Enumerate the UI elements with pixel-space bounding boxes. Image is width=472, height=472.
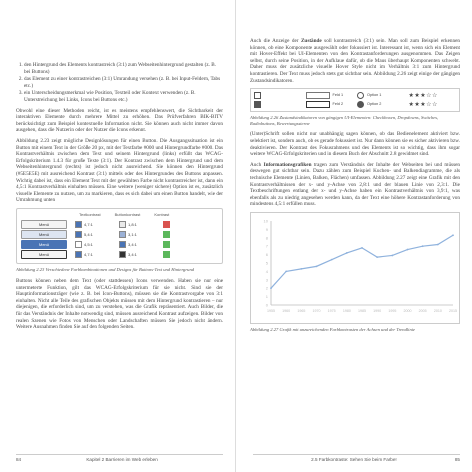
ratio-cell (75, 251, 111, 258)
menu-button-sample: Menü (21, 240, 67, 249)
list-item: 1. den Hintergrund des Elements kontrastreich (3:1) zum Webseitenhintergrund gestalten (z. B. bei Buttons) (24, 62, 223, 75)
ratio-cell (75, 241, 111, 248)
trend-line (271, 235, 453, 288)
right-page (237, 0, 472, 472)
pass-indicator (163, 251, 170, 258)
ratio-value: 3,4:1 (128, 241, 137, 247)
data-point (300, 268, 302, 270)
bold-term: Zustände (300, 38, 322, 44)
x-tick-label: 2000 (403, 308, 412, 313)
header-contrast: Kontrast (154, 211, 170, 217)
numbered-list (16, 62, 223, 104)
header-button-contrast: Buttonkontrast (114, 211, 141, 217)
figure-row (21, 250, 218, 259)
y-tick-label: 1 (265, 293, 268, 299)
y-tick-label: 5 (265, 260, 268, 266)
fail-indicator (163, 221, 170, 228)
data-point (452, 234, 454, 236)
color-swatch (75, 231, 82, 238)
status-cell (163, 221, 199, 228)
x-tick-label: 1975 (327, 308, 336, 313)
color-swatch (75, 241, 82, 248)
figure-header (79, 212, 218, 219)
figure-row (21, 220, 218, 229)
y-tick-label: 0 (265, 302, 268, 308)
figure-caption: Abbildung 2.27 Grafik mit unzureichenden Farbkontrasten der Achsen und der Trendlinie (250, 327, 416, 333)
data-point (285, 270, 287, 272)
color-swatch (75, 221, 82, 228)
dropdown-field (306, 92, 330, 99)
data-point (361, 247, 363, 249)
paragraph: Buttons können neben dem Text (oder stattdessen) Icons verwenden. Haben sie nur eine untermeterte Funktion, gilt das WCAG-Erfolgskriterium für sie nicht. Sind sie der Hauptinformationsträger (wie z. B. bei Icon-Buttons), müssen sie die Kontrastvorgabe von 3:1 einhalten. Nicht alle Teile des grafischen Objekts müssen mit dem Hintergrund kontrastieren – nur diejenigen, die erforderlich sind, um zu verstehen, was die Grafik repräsentiert. Auch Bilder, die für das Verständnis der Inhalte notwendig sind, müssen ausreichend Kontrast aufzeigen. Bilder von realen Szenen wie Fotos von Menschen oder Landschaften müssen Sie jedoch nicht ändern. Weitere Ausnahmen finden Sie auf den folgenden Seiten. (16, 278, 223, 331)
radio-label: Option 1 (367, 93, 382, 98)
header-text-contrast: Textkontrast (79, 211, 101, 217)
ratio-cell (119, 231, 155, 238)
x-tick-label: 1965 (297, 308, 306, 313)
ratio-value: 3,4:1 (128, 251, 137, 257)
line-chart-figure (250, 212, 460, 325)
x-tick-label: 1970 (312, 308, 321, 313)
radio-icon (357, 92, 364, 99)
color-swatch (119, 251, 126, 258)
menu-button-sample: Menü (21, 220, 67, 229)
color-swatch (75, 251, 82, 258)
left-footer (16, 454, 223, 462)
color-swatch (119, 231, 126, 238)
paragraph: Auch die Anzeige der Zustände soll kontrastreich (3:1) sein. Man soll zum Beispiel erkennen können, ob eine Komponente ausgewählt oder fokussiert ist. Interessant ist, wenn sich ein Element mit Hover-Effekt bei UI-Elementen von den Kontrastanforderungen ausgenommen. Das Zeigen selbst, durch seine Position, in der Aufklaue dafür, ob die Maus überhaupt Komponenten schwebt. Daher muss der zusätzliche visuelle Hover Style nicht im Verhältnis 3:1 zum Hintergrund kontrastieren. Der Text muss jedoch stets gut sichtbar sein. Abbildung 2.26 zeigt einige der gängigen Zustandsindikatoren. (250, 38, 460, 84)
y-tick-label: 6 (265, 251, 268, 257)
data-point (376, 256, 378, 258)
data-point (346, 252, 348, 254)
status-cell (163, 241, 199, 248)
paragraph: Obwohl eine dieser Methoden reicht, ist es meistens empfehlenswert, die Sichtbarkeit der interaktiven Elemente durch mehrere Mittel zu erhöhen. Das Prüfverfahren BIK-BITV berücksichtigt zum Beispiel kontextuelle Information nicht. Sie können auch nicht immer davon ausgehen, dass die Nutzerin oder der Nutzer die Icons erkennt. (16, 107, 223, 134)
y-tick-label: 8 (265, 235, 268, 241)
status-cell (163, 231, 199, 238)
ratio-value: 3,1:1 (128, 231, 137, 237)
y-tick-label: 4 (265, 268, 268, 274)
menu-button-sample: Menü (21, 250, 67, 259)
state-indicators-figure (250, 88, 460, 112)
list-item: 2. das Element zu einer kontrastreichen (3:1) Umrandung versehen (z. B. bei Input-Feldern, Tabs etc.) (24, 76, 223, 89)
list-item: 3. ein Unterscheidungsmerkmal wie Position, Textteil oder Kontext verwenden (z. B. Unterstreichung bei Links, Icons bei Buttons etc.) (24, 90, 223, 103)
figure-caption: Abbildung 2.26 Zustandsindikatoren von gängigen UI-Elementen: Checkboxen, Dropdowns, Switches, Radiobuttons, Bewertungssterne (250, 115, 439, 126)
data-point (270, 287, 272, 289)
stars-column (409, 92, 457, 108)
x-tick-label: 1985 (358, 308, 366, 313)
ratio-value: 4,5:1 (84, 241, 93, 247)
ratio-value: 4,7:1 (84, 251, 93, 257)
x-tick-label: 1960 (282, 308, 291, 313)
figure-row (21, 230, 218, 239)
line-chart (253, 215, 459, 319)
y-tick-label: 7 (265, 243, 268, 249)
color-swatch (119, 221, 126, 228)
page-number: 84 (16, 457, 22, 462)
data-point (407, 249, 409, 251)
data-point (437, 243, 439, 245)
figure-row (21, 240, 218, 249)
checkbox-icon (254, 92, 261, 99)
x-tick-label: 1955 (267, 308, 275, 313)
chapter-title: Kapitel 2 Barrieren im Web erleben (86, 457, 158, 462)
x-tick-label: 2005 (418, 308, 427, 313)
data-point (331, 259, 333, 261)
right-footer (253, 454, 460, 462)
checkbox-checked-icon (254, 101, 261, 108)
dropdown-column (306, 92, 354, 108)
ratio-value: 4,7:1 (84, 221, 93, 227)
dropdown-field-focused (306, 101, 330, 108)
pass-indicator (163, 241, 170, 248)
y-tick-label: 9 (265, 226, 268, 232)
ratio-value: 1,8:1 (128, 221, 137, 227)
ratio-cell (75, 231, 111, 238)
bold-term: Informationsgrafiken (263, 161, 312, 168)
ratio-cell (75, 221, 111, 228)
radio-label: Option 2 (367, 102, 382, 107)
x-tick-label: 2010 (433, 308, 442, 313)
ratio-cell (119, 251, 155, 258)
paragraph: Auch Informationsgrafiken tragen zum Verständnis der Inhalte der Webseiten bei und müssen deswegen gut sichtbar sein. Dazu zählen zum Beispiel Kuchen- und Balkendiagramme, die als technische Elemente (Linien, Balken, Flächen) umfassen. Abbildung 2.27 zeigt eine Grafik mit den Kontrastverhältnissen der x- und y-Achse von 2,8:1 und der blauen Linie von 2,3:1. Die Textbeschriftungen entlang der x- und y-Achse haben ein Kontrastverhältnis von 3,9:1, was ebenfalls als zu niedrig angesehen werden kann, da der Text eine höhere Kontrastanforderung von mindestens 4,5:1 erfüllen muss. (250, 161, 460, 208)
paragraph: Abbildung 2.23 zeigt mögliche Designlösungen für einen Button. Die Ausgangssituation ist ein Button mit einem Text in der Größe 20 px, mit der Textfarbe #000 und Hintergrundfarbe #000. Das Kontrastverhältnis zwischen dem Text und seinem Hintergrund (links) erfüllt das WCAG-Erfolgskriterium 1.4.3 für große Texte (3:1). Der Kontrast zwischen dem Hintergrund und dem Webseitenhintergrund (rechts) ist jedoch nicht ausreichend. Sie können den Hintergrund (#5E5E5E) mit ausreichend Kontrast (3:1) mittels oder des Hintergrundes des Buttons anpassen. Wichtig dabei ist, dass ein Element Text mit der gewählten Farbe nicht kontrastreicher ist, dann ein 4,5:1 Kontrastverhältnis einhalten müssen. Eine weitere (weniger sichere) Option ist es, zusätzlich visuelle Elemente zu nutzen, um zu markieren, dass es sich dabei um einen Button handelt, wie der Umrahmung unten (16, 137, 223, 204)
pass-indicator (163, 231, 170, 238)
right-content (250, 38, 460, 338)
y-tick-label: 3 (265, 277, 268, 283)
x-tick-label: 2015 (449, 308, 457, 313)
x-tick-label: 1990 (373, 308, 382, 313)
x-tick-label: 1980 (342, 308, 351, 313)
x-tick-label: 1995 (388, 308, 397, 313)
field-label: Feld 2 (332, 102, 344, 107)
data-point (422, 245, 424, 247)
menu-button-sample: Menü (21, 230, 67, 239)
rating-stars: ★★★☆☆ (408, 101, 438, 108)
paragraph: (Unter)Schrift sollen nicht nur unabhängig sagen können, ob das Bedienelement aktiviert bzw. selektiert ist, sondern auch, ob es gerade fokussiert ist. Nur dann können sie es sicher aktivieren bzw. deaktivieren. Der Kontrast des Fokusrahmens und des Elements ist so wichtig, dass ihm sogar weitere WCAG-Erfolgskriterien und in diesem Buch der Abschnitt 2.8 gewidmet sind. (250, 131, 460, 158)
left-content (16, 62, 223, 335)
checkbox-column (254, 92, 302, 108)
section-title: 2.5 Farbkontraste: Sehen Sie beim Farbe! (311, 457, 397, 462)
ratio-value: 5,4:1 (84, 231, 93, 237)
field-label: Feld 1 (332, 93, 344, 98)
data-point (391, 254, 393, 256)
y-tick-label: 2 (265, 285, 268, 291)
rating-stars: ★★★☆☆ (408, 92, 438, 99)
ratio-cell (119, 221, 155, 228)
color-swatch (119, 241, 126, 248)
figure-caption: Abbildung 2.23 Verschiedene Farbkombinationen und Designs für Buttons-Text und Hintergrund (16, 267, 195, 273)
y-tick-label: 10 (263, 218, 268, 224)
page-number: 85 (454, 457, 460, 462)
radio-selected-icon (357, 101, 364, 108)
radio-column (357, 92, 405, 108)
status-cell (163, 251, 199, 258)
ratio-cell (119, 241, 155, 248)
data-point (316, 265, 318, 267)
button-contrast-figure (16, 208, 223, 265)
